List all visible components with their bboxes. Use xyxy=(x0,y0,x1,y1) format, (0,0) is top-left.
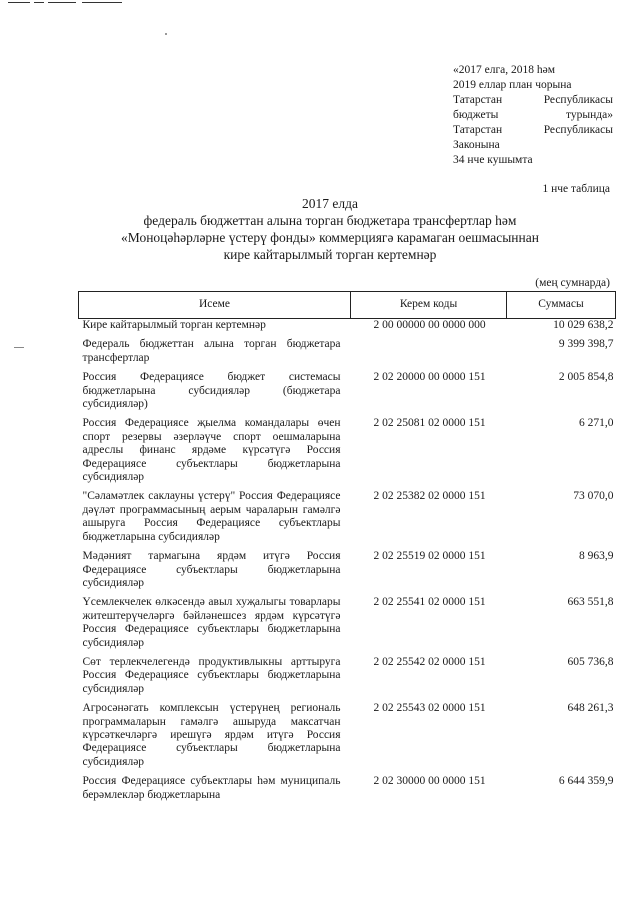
title-line: «Моноцәһәрләрне үстерү фонды» коммерциягә карамаган оешмасыннан xyxy=(121,230,539,245)
row-code: 2 02 25541 02 0000 151 xyxy=(373,596,486,609)
row-sum: 663 551,8 xyxy=(567,596,614,609)
table-row xyxy=(79,319,616,339)
note-word: бюджеты xyxy=(453,109,499,121)
row-name: Федераль бюджеттан алына торган бюджетара трансфертлар xyxy=(82,338,341,364)
title-line: кире кайтарылмый торган кертемнәр xyxy=(223,247,437,262)
row-code: 2 02 25081 02 0000 151 xyxy=(373,417,486,430)
note-line xyxy=(453,108,613,123)
row-sum: 9 399 398,7 xyxy=(558,338,614,351)
table-header-row xyxy=(79,292,616,319)
note-line: Законына xyxy=(453,139,500,151)
note-word: Татарстан xyxy=(453,94,503,106)
title-line: федераль бюджеттан алына торган бюджетара трансфертлар һәм xyxy=(143,213,517,228)
row-sum: 6 644 359,9 xyxy=(558,775,614,788)
note-word: Татарстан xyxy=(453,124,503,136)
row-code: 2 02 25519 02 0000 151 xyxy=(373,550,486,563)
column-header-sum: Суммасы xyxy=(507,292,616,319)
row-sum: 2 005 854,8 xyxy=(558,371,614,384)
column-header-code: Керем коды xyxy=(351,292,507,319)
note-line: 2019 еллар план чорына xyxy=(453,79,572,91)
row-code: 2 02 25542 02 0000 151 xyxy=(373,655,486,668)
revenue-table xyxy=(78,291,616,808)
table-row xyxy=(79,775,616,808)
note-line: «2017 елга, 2018 һәм xyxy=(453,64,556,76)
note-word: Республикасы xyxy=(543,124,613,136)
note-line xyxy=(453,123,613,138)
table-row xyxy=(79,596,616,656)
row-code: 2 02 30000 00 0000 151 xyxy=(373,775,486,788)
row-sum: 6 271,0 xyxy=(579,417,614,430)
column-header-name: Исеме xyxy=(79,292,351,319)
document-title xyxy=(80,195,580,263)
table-number: 1 нче таблица xyxy=(542,183,610,195)
row-sum: 605 736,8 xyxy=(567,655,614,668)
row-name: Агросәнәгать комплексын үстерүнең региональ программаларын гамәлгә ашыруда максатчан күрсәткечләргә ирешүгә ярдәм итүгә Россия Федерациясе субъектлары бюджетларына субсидияләр xyxy=(82,702,341,768)
row-name: Үсемлекчелек өлкәсендә авыл хуҗалыгы товарлары житештерүчеләргә бәйләнешсез ярдәм күрсәтүгә Россия Федерациясе субъектлары бюджетларына субсидияләр xyxy=(82,596,341,649)
note-line xyxy=(453,93,613,108)
row-name: Кире кайтарылмый торган кертемнәр xyxy=(82,319,266,331)
row-name: Сөт терлекчелегендә продуктивлыкны арттыруга Россия Федерациясе субъектлары бюджетларына субсидияләр xyxy=(82,655,341,695)
row-sum: 73 070,0 xyxy=(573,490,614,503)
scan-edge-mark xyxy=(8,2,128,5)
table-row xyxy=(79,417,616,490)
scan-margin-mark xyxy=(14,347,24,348)
table-row xyxy=(79,490,616,550)
row-name: Россия Федерациясе бюджет системасы бюджетларына субсидияләр (бюджетара субсидияләр) xyxy=(82,371,341,411)
row-sum: 8 963,9 xyxy=(579,550,614,563)
row-sum: 10 029 638,2 xyxy=(553,319,614,331)
scan-speck xyxy=(165,33,167,35)
units-label: (мең сумнарда) xyxy=(535,277,610,289)
note-line: 34 нче кушымта xyxy=(453,154,533,166)
row-name: Мәдәният тармагына ярдәм итүгә Россия Федерациясе субъектлары бюджетларына субсидияләр xyxy=(82,550,341,589)
appendix-note xyxy=(453,63,613,168)
title-line: 2017 елда xyxy=(302,196,358,211)
table-row xyxy=(79,550,616,596)
table-row xyxy=(79,371,616,417)
table-row xyxy=(79,702,616,775)
table-row xyxy=(79,656,616,702)
row-code: 2 02 25543 02 0000 151 xyxy=(373,702,486,715)
row-code: 2 02 20000 00 0000 151 xyxy=(373,371,486,384)
row-sum: 648 261,3 xyxy=(567,702,614,715)
row-code xyxy=(351,338,507,371)
table-row xyxy=(79,338,616,371)
note-word: Республикасы xyxy=(543,94,613,106)
row-name: "Сәламәтлек саклауны үстерү" Россия Федерациясе дәүләт программасының аерым чараларын гамәлгә ашыруга Россия Федерациясе субъектлары бюджетларына субсидияләр xyxy=(82,490,341,543)
row-name: Россия Федерациясе җыелма командалары өчен спорт резервы әзерләүче спорт оешмаларына адреслы финанс ярдәме күрсәтүгә Россия Федерациясе субъектлары бюджетларына субсидияләр xyxy=(82,417,341,484)
row-name: Россия Федерациясе субъектлары һәм муниципаль берәмлекләр бюджетларына xyxy=(82,775,341,801)
note-word: турында» xyxy=(566,109,613,121)
row-code: 2 00 00000 00 0000 000 xyxy=(373,319,486,331)
row-code: 2 02 25382 02 0000 151 xyxy=(373,490,486,503)
